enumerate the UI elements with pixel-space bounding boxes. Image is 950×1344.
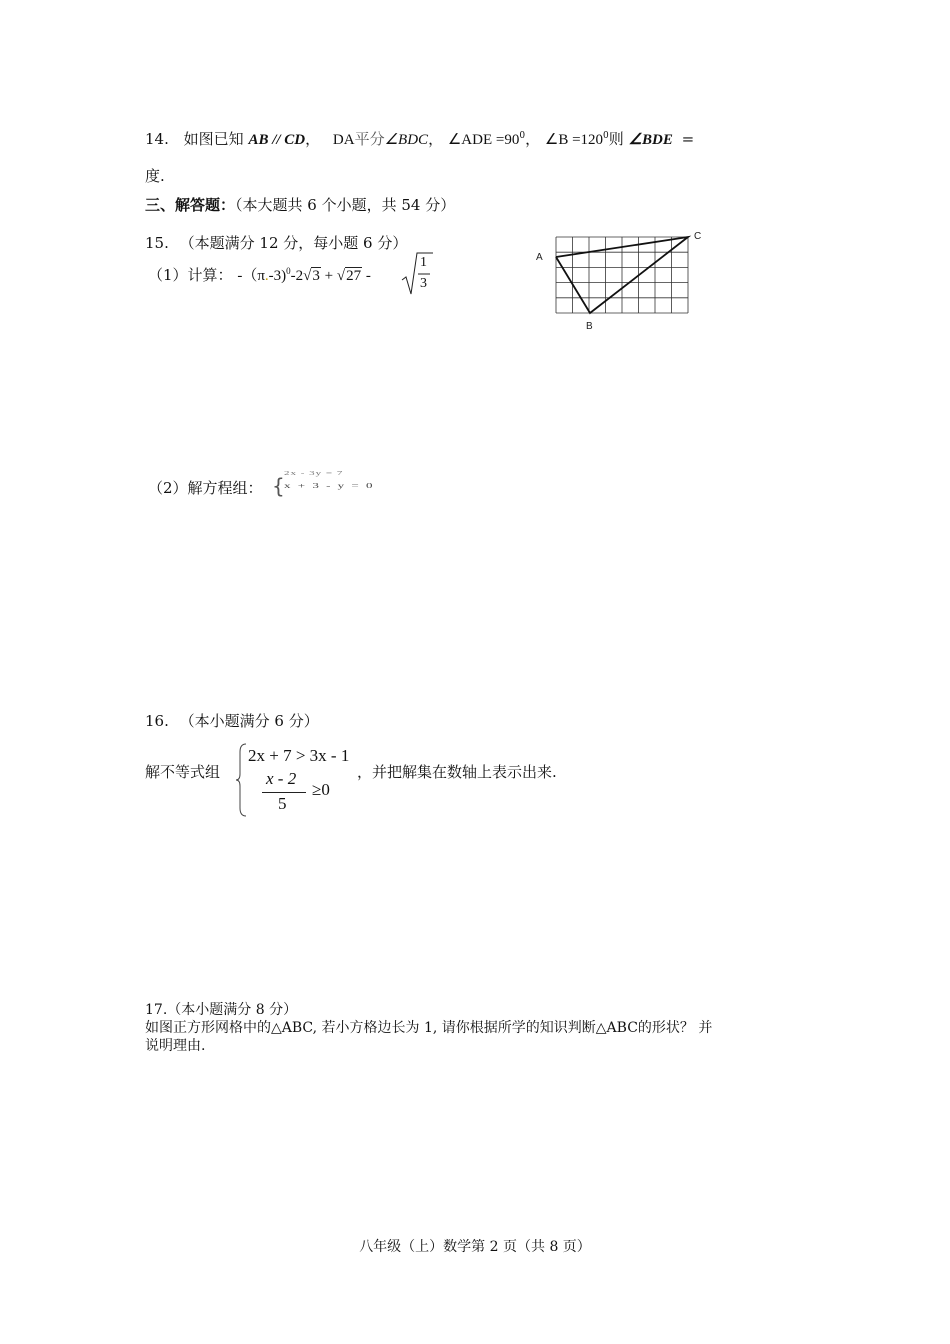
label-a: A [536,252,543,263]
sqrt-icon: √ [303,268,312,284]
fraction-bar [262,792,306,793]
grid-lines [556,237,688,313]
q15-header [145,232,407,253]
q17-line1: 如图正方形网格中的△ABC, 若小方格边长为 1, 请你根据所学的知识判断△ABC的形状？ 并 [145,1020,713,1036]
expr-minus3: -3) [268,268,287,284]
garbled-equation-top: 2x - 3y = 7 [284,470,344,477]
expr-minus2: -2 [290,268,304,284]
sqrt-3: 3 [312,268,320,284]
q14-number: 14. [145,130,169,148]
expr-exponent: 0 [286,266,291,276]
q14-sep: ， [305,130,321,148]
q14-unit: 度. [145,167,165,185]
q15-part1-expr: -（π.-3)$^0$-2√3 + √27 - [237,266,371,284]
q16-number: 16. [145,712,169,730]
q15-part2 [148,477,263,498]
q17-line2: 说明理由. [145,1038,206,1054]
expr-plus: + [324,268,334,284]
inequality-1 [248,746,349,766]
q14-ab-parallel-cd: AB // CD [248,132,306,148]
q14-degree: 0 [603,131,609,141]
q14-then: 则 [608,130,624,148]
inequality-1-text: 2x + 7 > 3x - 1 [248,746,350,765]
q15-part2-label: （2）解方程组： [148,479,263,497]
q16-lead: 解不等式组 [145,763,221,781]
brace-icon: { [272,474,285,498]
q14-angle-ade: ∠ADE =90 [447,132,520,148]
q14-angle-b: ∠B =120 [544,132,604,148]
expr-minus: - [365,268,371,284]
q14-sep: ， [525,130,541,148]
q14-lead: 如图已知 [183,130,244,148]
label-b: B [586,321,593,332]
frac-denominator: 3 [420,276,427,291]
q14-angle-bde: ∠BDE [628,132,673,148]
q16-tail: ，并把解集在数轴上表示出来. [357,763,557,781]
inequality-2-relation: ≥0 [312,780,330,799]
q14-equals: = [681,130,695,148]
q17-header: 17.（本小题满分 8 分） [145,1002,298,1018]
q16-header [145,710,319,731]
grid-figure [530,228,710,338]
inequality-2-numerator: x - 2 [266,769,297,788]
inequality-2-denominator: 5 [278,794,287,813]
sqrt-icon: √ [336,268,346,284]
expr-neg-pi: -（π [237,268,265,284]
section3-note: （本大题共 6 个小题，共 54 分） [235,196,456,214]
sqrt-one-third [400,250,434,298]
q14-bisect: 平分 [354,130,385,148]
q14-line [145,128,694,149]
brace-icon [236,742,248,818]
sqrt-radical-icon [400,250,434,298]
q15-note: （本题满分 12 分，每小题 6 分） [179,234,408,252]
q15-part1 [148,264,371,285]
q14-angle-bdc: ∠BDC [384,132,429,148]
sqrt-27: 27 [346,268,362,284]
frac-numerator: 1 [420,255,427,270]
q14-da: DA [332,132,355,148]
section3-title: 三、解答题： [145,196,236,214]
page-footer: 八年级（上）数学第 2 页（共 8 页） [359,1239,591,1255]
q15-part2-system [272,472,412,500]
q14-sep: ， [428,130,444,148]
triangle-grid-diagram [530,228,710,338]
q15-number: 15. [145,234,169,252]
section3-heading [145,194,455,215]
label-c: C [694,231,702,242]
q14-degree: 0 [519,131,526,141]
q15-part1-label: （1）计算： [148,266,233,284]
q16-note: （本小题满分 6 分） [179,712,319,730]
garbled-equation-bottom: x + 3 - y = 0 [284,481,375,490]
